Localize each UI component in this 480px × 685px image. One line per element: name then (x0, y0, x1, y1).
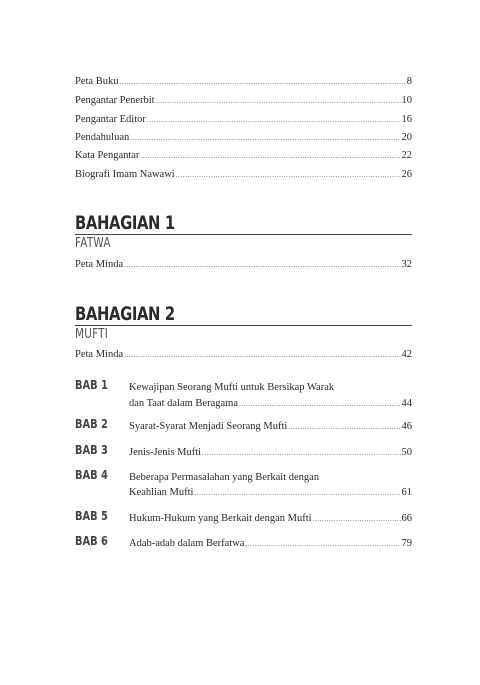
toc-entry-bab-3[interactable] (129, 446, 412, 460)
chapter-title-line1: Beberapa Permasalahan yang Berkait dengan (129, 472, 320, 483)
dot-leader (147, 114, 401, 127)
dot-leader (239, 398, 401, 411)
toc-entry-label: Jenis-Jenis Mufti (129, 447, 202, 458)
dot-leader (156, 95, 401, 108)
dot-leader (119, 76, 405, 89)
dot-leader (124, 259, 400, 272)
dot-leader (176, 169, 401, 182)
toc-entry-page: 42 (401, 349, 412, 360)
chapter-number-4: BAB 4 (75, 468, 108, 482)
dot-leader (288, 421, 400, 434)
toc-entry-label: dan Taat dalam Beragama (129, 398, 238, 409)
toc-entry-pengantar-editor[interactable] (75, 113, 412, 127)
toc-entry-page: 79 (401, 538, 412, 549)
toc-entry-label: Syarat-Syarat Menjadi Seorang Mufti (129, 421, 288, 432)
dot-leader (194, 487, 400, 500)
toc-entry-label: Peta Minda (75, 259, 124, 270)
toc-entry-label: Peta Minda (75, 349, 124, 360)
dot-leader (124, 349, 400, 362)
toc-entry-pendahuluan[interactable] (75, 131, 412, 145)
part-divider-1 (75, 234, 412, 235)
toc-entry-page: 26 (401, 169, 412, 180)
chapter-number-6: BAB 6 (75, 534, 108, 548)
toc-entry-pengantar-penerbit[interactable] (75, 94, 412, 108)
toc-entry-label: Kata Pengantar (75, 150, 140, 161)
toc-entry-peta-minda-2[interactable] (75, 348, 412, 362)
toc-entry-peta-minda-1[interactable] (75, 258, 412, 272)
toc-entry-label: Biografi Imam Nawawi (75, 169, 175, 180)
toc-entry-bab-2[interactable] (129, 420, 412, 434)
toc-entry-page: 22 (401, 150, 412, 161)
dot-leader (140, 150, 400, 163)
toc-entry-page: 61 (401, 487, 412, 498)
dot-leader (130, 132, 400, 145)
chapter-number-1: BAB 1 (75, 378, 108, 392)
toc-entry-label: Adab-adab dalam Berfatwa (129, 538, 245, 549)
dot-leader (245, 538, 400, 551)
toc-entry-label: Peta Buku (75, 76, 119, 87)
dot-leader (202, 447, 400, 460)
toc-entry-bab-5[interactable] (129, 512, 412, 526)
chapter-number-5: BAB 5 (75, 509, 108, 523)
chapter-title-line1: Kewajipan Seorang Mufti untuk Bersikap Warak (129, 382, 335, 393)
toc-entry-peta-buku[interactable] (75, 75, 412, 89)
toc-entry-biografi[interactable] (75, 168, 412, 182)
part-subtitle-2: MUFTI (75, 327, 109, 342)
part-subtitle-1: FATWA (75, 236, 111, 251)
chapter-number-2: BAB 2 (75, 417, 108, 431)
toc-entry-page: 50 (401, 447, 412, 458)
toc-entry-bab-1[interactable] (129, 397, 412, 411)
toc-entry-page: 16 (401, 114, 412, 125)
part-divider-2 (75, 325, 412, 326)
toc-entry-page: 46 (401, 421, 412, 432)
toc-entry-bab-4[interactable] (129, 486, 412, 500)
toc-entry-label: Pengantar Editor (75, 114, 146, 125)
toc-entry-label: Hukum-Hukum yang Berkait dengan Mufti (129, 513, 312, 524)
toc-entry-page: 32 (401, 259, 412, 270)
toc-entry-page: 44 (401, 398, 412, 409)
chapter-number-3: BAB 3 (75, 443, 108, 457)
dot-leader (313, 513, 401, 526)
toc-entry-page: 8 (406, 76, 412, 87)
toc-entry-page: 66 (401, 513, 412, 524)
toc-entry-page: 20 (401, 132, 412, 143)
toc-entry-label: Pengantar Penerbit (75, 95, 155, 106)
toc-entry-label: Keahlian Mufti (129, 487, 194, 498)
part-title-1: BAHAGIAN 1 (75, 212, 175, 234)
toc-entry-kata-pengantar[interactable] (75, 149, 412, 163)
toc-entry-bab-6[interactable] (129, 537, 412, 551)
toc-entry-label: Pendahuluan (75, 132, 130, 143)
toc-entry-page: 10 (401, 95, 412, 106)
part-title-2: BAHAGIAN 2 (75, 303, 175, 325)
